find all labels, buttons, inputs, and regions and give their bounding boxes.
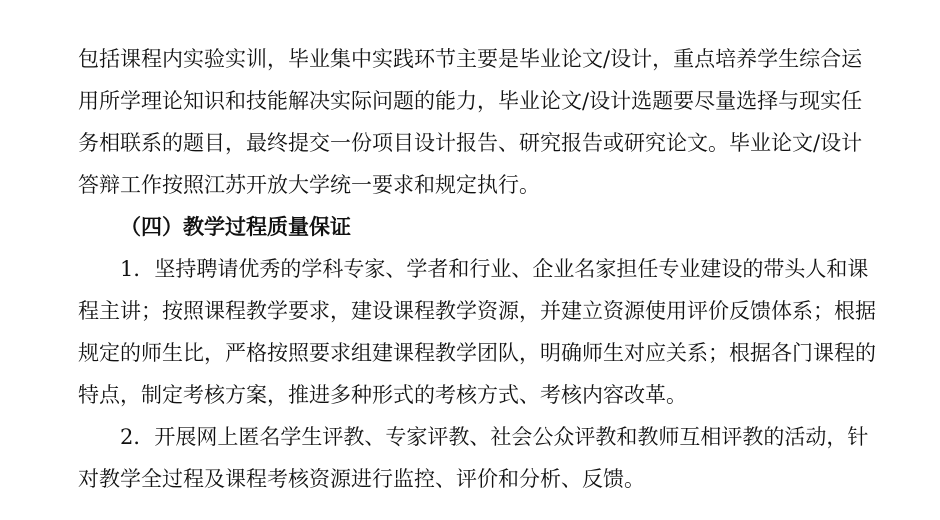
text-line: 1．坚持聘请优秀的学科专家、学者和行业、企业名家担任专业建设的带头人和课 [120,257,869,281]
text-line: 2．开展网上匿名学生评教、专家评教、社会公众评教和教师互相评教的活动，针 [120,425,869,449]
text-line: 规定的师生比，严格按照要求组建课程教学团队，明确师生对应关系；根据各门课程的 [78,341,876,365]
text-line: 务相联系的题目，最终提交一份项目设计报告、研究报告或研究论文。毕业论文/设计 [78,131,863,155]
list-item-1 [78,248,876,416]
text-line: 程主讲；按照课程教学要求，建设课程教学资源，并建立资源使用评价反馈体系；根据 [78,299,876,323]
text-line: 包括课程内实验实训，毕业集中实践环节主要是毕业论文/设计，重点培养学生综合运 [78,47,863,71]
text-line: 答辩工作按照江苏开放大学统一要求和规定执行。 [78,173,540,197]
text-line: 特点，制定考核方案，推进多种形式的考核方式、考核内容改革。 [78,383,687,407]
paragraph-graduation-practice [78,38,862,206]
text-line: 对教学全过程及课程考核资源进行监控、评价和分析、反馈。 [78,467,645,491]
section-heading: （四）教学过程质量保证 [120,215,351,239]
list-item-2 [78,416,869,500]
text-line: 用所学理论知识和技能解决实际问题的能力，毕业论文/设计选题要尽量选择与现实任 [78,89,863,113]
document-page [78,38,876,500]
